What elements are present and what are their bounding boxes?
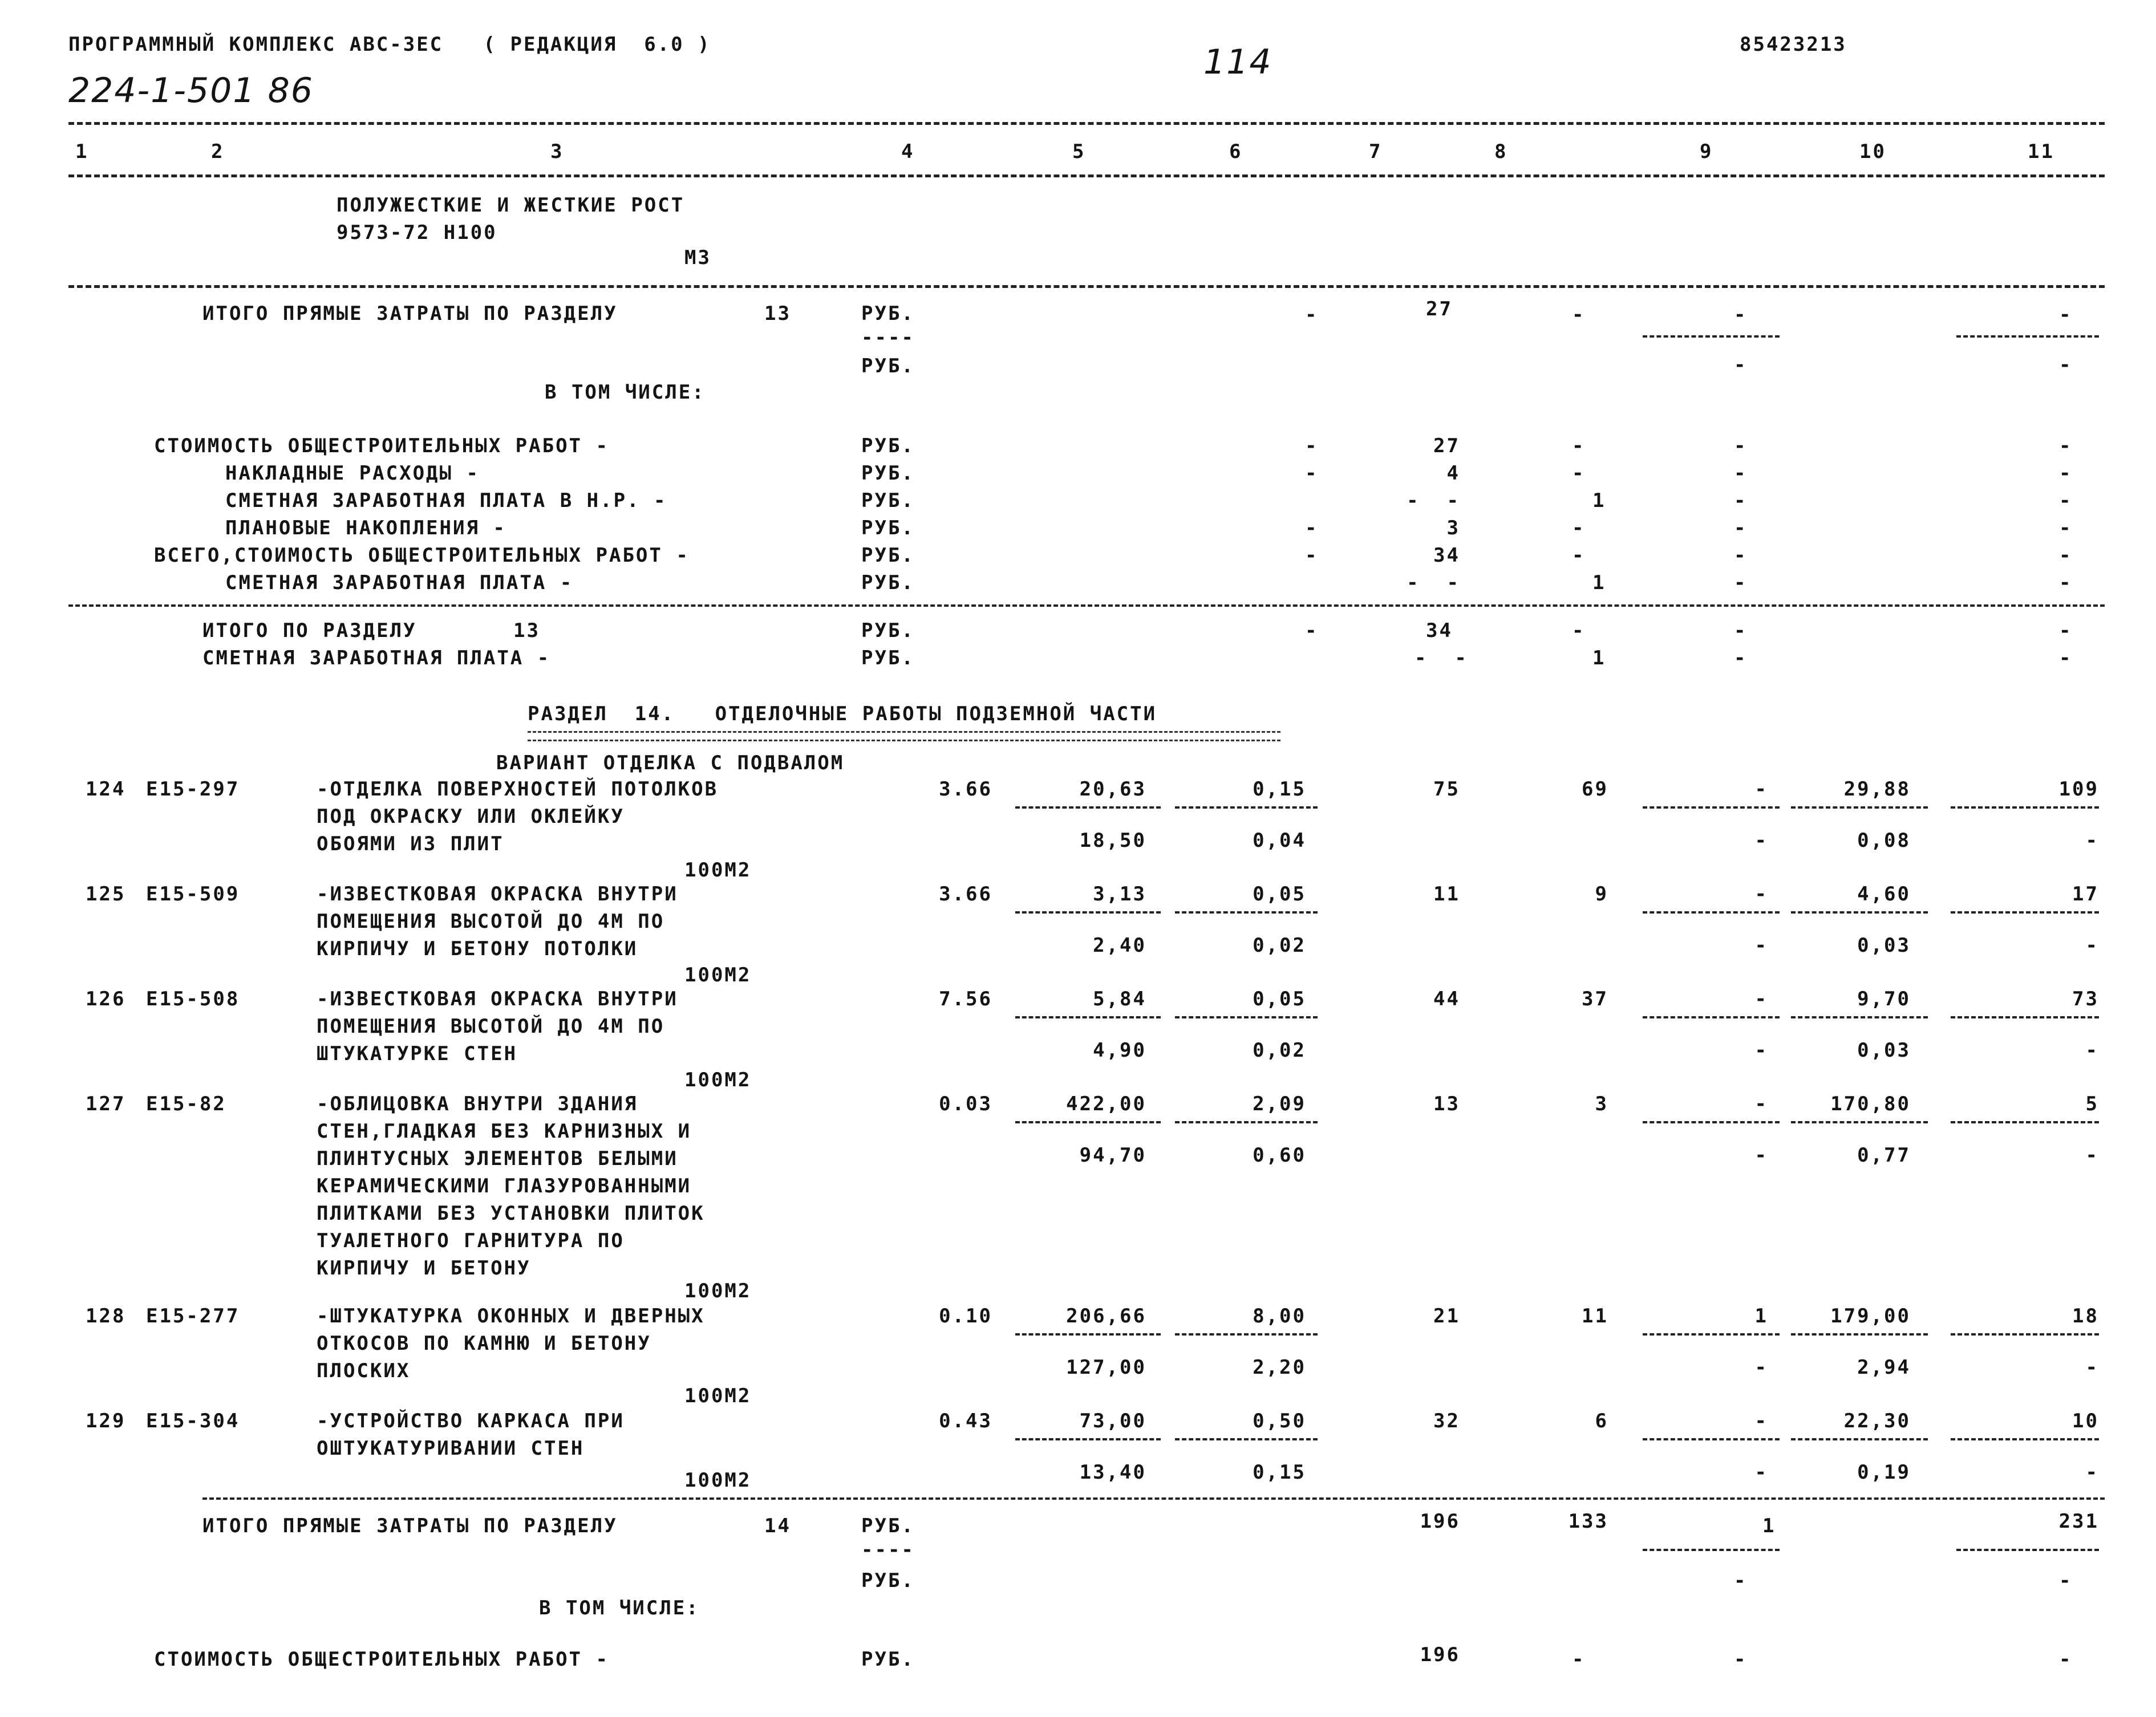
s14-item-c7: 11 xyxy=(1433,883,1460,906)
s13-total-dot6: - xyxy=(1305,303,1319,326)
handwritten-reference: 224-1-501 86 xyxy=(68,71,314,111)
s14-item-desc-line: -ШТУКАТУРКА ОКОННЫХ И ДВЕРНЫХ xyxy=(317,1305,705,1328)
program-name: ПРОГРАММНЫЙ КОМПЛЕКС АВС-ЗЕС ( РЕДАКЦИЯ 6.0 ) xyxy=(68,33,711,56)
s14-item-desc-line: СТЕН,ГЛАДКАЯ БЕЗ КАРНИЗНЫХ И xyxy=(317,1120,692,1143)
s14-item-c11: 73 xyxy=(2072,988,2099,1010)
s13-row-label: СМЕТНАЯ ЗАРАБОТНАЯ ПЛАТА - xyxy=(225,571,574,594)
s14-item-number: 128 xyxy=(86,1305,126,1328)
s14-item-sep-3 xyxy=(1791,1016,1928,1018)
s14-item-desc-line: -УСТРОЙСТВО КАРКАСА ПРИ xyxy=(317,1410,625,1432)
s13-itog-c11: - xyxy=(2059,619,2073,642)
s13-row-unit: РУБ. xyxy=(861,489,915,512)
s13-row-c9: - xyxy=(1734,544,1748,567)
s14-item-desc-line: КИРПИЧУ И БЕТОНУ ПОТОЛКИ xyxy=(317,937,638,960)
s14-item-desc-line: ОБОЯМИ ИЗ ПЛИТ xyxy=(317,833,504,855)
s14-item-c10b: 2,94 xyxy=(1857,1356,1911,1379)
s14-item-c9b: - xyxy=(1754,1356,1768,1379)
s14-item-c6b: 2,20 xyxy=(1253,1356,1306,1379)
s14-item-c7: 13 xyxy=(1433,1093,1460,1115)
s13-row-c8: - xyxy=(1572,517,1586,539)
s13-total-b9: - xyxy=(1734,354,1748,376)
s13-row-c7: 27 xyxy=(1433,435,1460,457)
s14-item-sep-3 xyxy=(1791,1121,1928,1123)
s13-itog-label: ИТОГО ПО РАЗДЕЛУ xyxy=(202,619,417,642)
s14-last-c8: - xyxy=(1572,1648,1586,1671)
s14-item-c9b: - xyxy=(1754,1461,1768,1484)
s13-row-c11: - xyxy=(2059,571,2073,594)
preamble-line1: ПОЛУЖЕСТКИЕ И ЖЕСТКИЕ РОСТ xyxy=(337,194,685,217)
s14-item-c9: - xyxy=(1754,883,1768,906)
header-top-rule xyxy=(68,122,2105,125)
s13-zp-c11: - xyxy=(2059,647,2073,669)
s14-item-sep-3 xyxy=(1791,806,1928,809)
s13-itog-c6: - xyxy=(1305,619,1319,642)
s14-item-desc-line: ТУАЛЕТНОГО ГАРНИТУРА ПО xyxy=(317,1229,625,1252)
s13-row-c8: 1 xyxy=(1592,489,1606,512)
s13-total-dot11: - xyxy=(2059,303,2073,326)
s14-item-c5b: 18,50 xyxy=(1079,829,1146,852)
s13-row-unit: РУБ. xyxy=(861,435,915,457)
column-header-4: 4 xyxy=(901,140,915,163)
s13-total-dot8: - xyxy=(1572,303,1586,326)
s14-item-c10b: 0,03 xyxy=(1857,1039,1911,1062)
s14-bottom-rule xyxy=(202,1497,2105,1500)
s14-item-sep-2 xyxy=(1643,1121,1780,1123)
s14-item-c9: 1 xyxy=(1754,1305,1768,1328)
s14-item-desc-line: ОТКОСОВ ПО КАМНЮ И БЕТОНУ xyxy=(317,1332,651,1355)
s14-item-c4: 0.43 xyxy=(939,1410,992,1432)
s14-item-sep-2 xyxy=(1643,1333,1780,1336)
s14-total-c7: 196 xyxy=(1420,1510,1460,1533)
s14-item-code: Е15-304 xyxy=(146,1410,240,1432)
s13-total-v7: 27 xyxy=(1426,298,1453,320)
s13-row-unit: РУБ. xyxy=(861,517,915,539)
s14-item-unit: 100М2 xyxy=(684,964,752,987)
s13-row-c7: 34 xyxy=(1433,544,1460,567)
s14-item-c4: 3.66 xyxy=(939,883,992,906)
s14-item-number: 126 xyxy=(86,988,126,1010)
s14-item-c6b: 0,04 xyxy=(1253,829,1306,852)
s14-item-c8: 9 xyxy=(1595,883,1608,906)
s14-item-desc-line: ПОМЕЩЕНИЯ ВЫСОТОЙ ДО 4М ПО xyxy=(317,1015,665,1038)
s14-item-sep-0 xyxy=(1015,806,1161,809)
s14-item-c10: 170,80 xyxy=(1830,1093,1911,1115)
s14-item-c11b: - xyxy=(2085,829,2099,852)
s14-item-desc-line: -ОТДЕЛКА ПОВЕРХНОСТЕЙ ПОТОЛКОВ xyxy=(317,778,719,801)
s13-row-c8: - xyxy=(1572,462,1586,485)
s13-total-rub: РУБ. xyxy=(861,302,915,325)
s14-item-sep-4 xyxy=(1951,1121,2099,1123)
s13-itog-c9: - xyxy=(1734,619,1748,642)
s13-row-c6: - xyxy=(1305,462,1319,485)
s14-item-c5b: 2,40 xyxy=(1093,934,1146,957)
s14-item-unit: 100М2 xyxy=(684,1469,752,1492)
s14-item-number: 129 xyxy=(86,1410,126,1432)
s13-row-c11: - xyxy=(2059,435,2073,457)
s13-zp-label: СМЕТНАЯ ЗАРАБОТНАЯ ПЛАТА - xyxy=(202,647,551,669)
s14-item-c5b: 127,00 xyxy=(1066,1356,1146,1379)
s14-last-unit: РУБ. xyxy=(861,1648,915,1671)
s14-item-c5b: 13,40 xyxy=(1079,1461,1146,1484)
s14-item-sep-2 xyxy=(1643,911,1780,914)
s14-total-b11: - xyxy=(2059,1569,2073,1592)
s14-item-c9b: - xyxy=(1754,934,1768,957)
s14-item-c6: 0,05 xyxy=(1253,988,1306,1010)
s13-zp-unit: РУБ. xyxy=(861,647,915,669)
s14-total-sep9 xyxy=(1643,1549,1780,1551)
column-header-10: 10 xyxy=(1859,140,1886,163)
s14-item-c5b: 94,70 xyxy=(1079,1144,1146,1167)
s13-row-c9: - xyxy=(1734,571,1748,594)
s14-item-sep-3 xyxy=(1791,911,1928,914)
s14-item-c10: 4,60 xyxy=(1857,883,1911,906)
s14-total-c8: 133 xyxy=(1568,1510,1608,1533)
s14-item-c6b: 0,02 xyxy=(1253,1039,1306,1062)
s14-item-unit: 100М2 xyxy=(684,1280,752,1302)
s13-row-c9: - xyxy=(1734,517,1748,539)
s13-total-dot9: - xyxy=(1734,303,1748,326)
s13-row-c9: - xyxy=(1734,435,1748,457)
s14-item-sep-3 xyxy=(1791,1333,1928,1336)
column-header-2: 2 xyxy=(211,140,225,163)
s14-item-c6: 2,09 xyxy=(1253,1093,1306,1115)
preamble-unit: М3 xyxy=(684,246,711,269)
s14-total-rub-dash: ---- xyxy=(861,1539,915,1561)
s14-incl-label: В ТОМ ЧИСЛЕ: xyxy=(539,1597,700,1619)
s14-item-c6: 0,50 xyxy=(1253,1410,1306,1432)
s14-item-c11: 10 xyxy=(2072,1410,2099,1432)
column-header-6: 6 xyxy=(1229,140,1243,163)
s14-item-c8: 6 xyxy=(1595,1410,1608,1432)
s13-itog-unit: РУБ. xyxy=(861,619,915,642)
s14-item-number: 124 xyxy=(86,778,126,801)
s14-item-number: 127 xyxy=(86,1093,126,1115)
s14-item-number: 125 xyxy=(86,883,126,906)
s14-item-sep-4 xyxy=(1951,1438,2099,1440)
s14-item-c5: 206,66 xyxy=(1066,1305,1146,1328)
s14-item-code: Е15-82 xyxy=(146,1093,226,1115)
s14-item-c6b: 0,02 xyxy=(1253,934,1306,957)
s14-item-c10b: 0,08 xyxy=(1857,829,1911,852)
s14-item-desc-line: ПЛОСКИХ xyxy=(317,1359,411,1382)
column-header-3: 3 xyxy=(550,140,564,163)
s14-variant: ВАРИАНТ ОТДЕЛКА С ПОДВАЛОМ xyxy=(496,752,845,774)
s14-item-sep-1 xyxy=(1175,1016,1318,1018)
s14-item-c5: 3,13 xyxy=(1093,883,1146,906)
s14-item-desc-line: КИРПИЧУ И БЕТОНУ xyxy=(317,1257,531,1280)
s14-total-b9: - xyxy=(1734,1569,1748,1592)
s13-row-c6: - xyxy=(1305,517,1319,539)
s14-item-c9: - xyxy=(1754,988,1768,1010)
s14-item-sep-1 xyxy=(1175,806,1318,809)
s14-item-unit: 100М2 xyxy=(684,1385,752,1407)
s14-item-c6b: 0,15 xyxy=(1253,1461,1306,1484)
s14-item-code: Е15-297 xyxy=(146,778,240,801)
s14-item-c7: 75 xyxy=(1433,778,1460,801)
s13-row-label: ПЛАНОВЫЕ НАКОПЛЕНИЯ - xyxy=(225,517,506,539)
s13-row-unit: РУБ. xyxy=(861,544,915,567)
s14-item-c6: 8,00 xyxy=(1253,1305,1306,1328)
s13-itog-c8: - xyxy=(1572,619,1586,642)
s14-item-c6: 0,15 xyxy=(1253,778,1306,801)
s14-item-desc-line: -ИЗВЕСТКОВАЯ ОКРАСКА ВНУТРИ xyxy=(317,988,678,1010)
s13-row-c7: - - xyxy=(1407,489,1460,512)
s14-item-sep-2 xyxy=(1643,806,1780,809)
s14-item-c10: 29,88 xyxy=(1843,778,1911,801)
s14-item-c9: - xyxy=(1754,1410,1768,1432)
s14-item-c4: 7.56 xyxy=(939,988,992,1010)
s14-item-c4: 0.10 xyxy=(939,1305,992,1328)
s13-total-sep9 xyxy=(1643,335,1780,338)
s13-row-unit: РУБ. xyxy=(861,462,915,485)
s14-item-sep-0 xyxy=(1015,1438,1161,1440)
s14-last-c11: - xyxy=(2059,1648,2073,1671)
s13-total-rub-dash: ---- xyxy=(861,326,915,349)
s14-item-sep-0 xyxy=(1015,1121,1161,1123)
s13-row-c11: - xyxy=(2059,517,2073,539)
s14-item-c4: 3.66 xyxy=(939,778,992,801)
s14-item-sep-1 xyxy=(1175,1438,1318,1440)
column-header-1: 1 xyxy=(75,140,89,163)
s14-item-c5: 73,00 xyxy=(1079,1410,1146,1432)
s14-item-c7: 44 xyxy=(1433,988,1460,1010)
s14-item-c10: 179,00 xyxy=(1830,1305,1911,1328)
s13-row-c9: - xyxy=(1734,462,1748,485)
s13-bottom-rule xyxy=(68,604,2105,607)
s13-row-label: СМЕТНАЯ ЗАРАБОТНАЯ ПЛАТА В Н.Р. - xyxy=(225,489,667,512)
s14-item-c11b: - xyxy=(2085,1356,2099,1379)
s14-item-sep-0 xyxy=(1015,1333,1161,1336)
s14-item-sep-2 xyxy=(1643,1016,1780,1018)
s14-item-desc-line: ПЛИНТУСНЫХ ЭЛЕМЕНТОВ БЕЛЫМИ xyxy=(317,1147,678,1170)
s13-row-c7: - - xyxy=(1407,571,1460,594)
s14-item-desc-line: ОШТУКАТУРИВАНИИ СТЕН xyxy=(317,1437,585,1460)
s14-item-c10: 22,30 xyxy=(1843,1410,1911,1432)
s14-item-sep-1 xyxy=(1175,1333,1318,1336)
s14-last-label: СТОИМОСТЬ ОБЩЕСТРОИТЕЛЬНЫХ РАБОТ - xyxy=(154,1648,609,1671)
s14-item-c11: 5 xyxy=(2085,1093,2099,1115)
s13-row-c8: - xyxy=(1572,435,1586,457)
s14-item-c11b: - xyxy=(2085,1461,2099,1484)
s14-item-c8: 69 xyxy=(1582,778,1608,801)
preamble-line2: 9573-72 Н100 xyxy=(337,221,497,244)
s13-row-unit: РУБ. xyxy=(861,571,915,594)
s14-last-c7: 196 xyxy=(1420,1643,1460,1666)
s14-item-c4: 0.03 xyxy=(939,1093,992,1115)
s13-row-label: ВСЕГО,СТОИМОСТЬ ОБЩЕСТРОИТЕЛЬНЫХ РАБОТ - xyxy=(154,544,690,567)
s14-item-c8: 37 xyxy=(1582,988,1608,1010)
s13-zp-c7: - - xyxy=(1415,647,1468,669)
s14-item-c10b: 0,77 xyxy=(1857,1144,1911,1167)
s14-item-c10: 9,70 xyxy=(1857,988,1911,1010)
s14-item-sep-1 xyxy=(1175,1121,1318,1123)
s14-item-c5b: 4,90 xyxy=(1093,1039,1146,1062)
column-header-9: 9 xyxy=(1700,140,1713,163)
s13-row-c11: - xyxy=(2059,544,2073,567)
handwritten-page-number: 114 xyxy=(1203,42,1272,82)
s13-row-c6: - xyxy=(1305,544,1319,567)
s14-total-c11: 231 xyxy=(2058,1510,2099,1533)
s14-total-num: 14 xyxy=(764,1515,791,1537)
s14-title-underline xyxy=(528,731,1280,741)
s14-item-sep-4 xyxy=(1951,806,2099,809)
s14-total-c9: 1 xyxy=(1762,1515,1776,1537)
s13-row-c6: - xyxy=(1305,435,1319,457)
s14-item-c9: - xyxy=(1754,778,1768,801)
s13-row-label: СТОИМОСТЬ ОБЩЕСТРОИТЕЛЬНЫХ РАБОТ - xyxy=(154,435,609,457)
s14-item-c11b: - xyxy=(2085,1144,2099,1167)
s14-item-desc-line: КЕРАМИЧЕСКИМИ ГЛАЗУРОВАННЫМИ xyxy=(317,1175,692,1198)
s14-item-c5: 20,63 xyxy=(1079,778,1146,801)
section13-rule xyxy=(68,285,2105,288)
s14-item-code: Е15-277 xyxy=(146,1305,240,1328)
column-header-11: 11 xyxy=(2028,140,2054,163)
s13-total-sep11 xyxy=(1956,335,2099,338)
s14-total-rub: РУБ. xyxy=(861,1515,915,1537)
s14-item-sep-0 xyxy=(1015,1016,1161,1018)
s14-total-rub2: РУБ. xyxy=(861,1569,915,1592)
s14-item-c5: 5,84 xyxy=(1093,988,1146,1010)
s13-itog-c7: 34 xyxy=(1426,619,1453,642)
s13-row-c8: 1 xyxy=(1592,571,1606,594)
s14-item-c11: 109 xyxy=(2058,778,2099,801)
s14-item-sep-4 xyxy=(1951,1333,2099,1336)
s14-item-c11: 18 xyxy=(2072,1305,2099,1328)
s14-item-c10b: 0,03 xyxy=(1857,934,1911,957)
s14-item-sep-2 xyxy=(1643,1438,1780,1440)
s14-item-code: Е15-508 xyxy=(146,988,240,1010)
s14-item-c9b: - xyxy=(1754,829,1768,852)
s14-item-c8: 11 xyxy=(1582,1305,1608,1328)
s14-item-sep-3 xyxy=(1791,1438,1928,1440)
s13-zp-c8: 1 xyxy=(1592,647,1606,669)
s14-item-c8: 3 xyxy=(1595,1093,1608,1115)
s14-item-c11: 17 xyxy=(2072,883,2099,906)
s13-row-c9: - xyxy=(1734,489,1748,512)
s14-item-c9: - xyxy=(1754,1093,1768,1115)
s14-item-desc-line: ПОД ОКРАСКУ ИЛИ ОКЛЕЙКУ xyxy=(317,805,625,828)
s14-item-sep-1 xyxy=(1175,911,1318,914)
column-header-7: 7 xyxy=(1369,140,1383,163)
s13-zp-c9: - xyxy=(1734,647,1748,669)
s14-item-c10b: 0,19 xyxy=(1857,1461,1911,1484)
document-code: 85423213 xyxy=(1740,33,1847,56)
s14-item-desc-line: ПОМЕЩЕНИЯ ВЫСОТОЙ ДО 4М ПО xyxy=(317,910,665,933)
s13-itog-num: 13 xyxy=(513,619,540,642)
s14-item-unit: 100М2 xyxy=(684,859,752,882)
s14-item-c9b: - xyxy=(1754,1039,1768,1062)
s14-item-c6: 0,05 xyxy=(1253,883,1306,906)
s14-last-c9: - xyxy=(1734,1648,1748,1671)
s14-item-sep-0 xyxy=(1015,911,1161,914)
s13-total-b11: - xyxy=(2059,354,2073,376)
s14-total-label: ИТОГО ПРЯМЫЕ ЗАТРАТЫ ПО РАЗДЕЛУ xyxy=(202,1515,618,1537)
column-header-5: 5 xyxy=(1072,140,1086,163)
s13-total-rub2: РУБ. xyxy=(861,355,915,378)
s14-item-sep-4 xyxy=(1951,911,2099,914)
s13-row-c7: 3 xyxy=(1446,517,1460,539)
column-header-8: 8 xyxy=(1494,140,1508,163)
s14-item-c9b: - xyxy=(1754,1144,1768,1167)
s13-row-label: НАКЛАДНЫЕ РАСХОДЫ - xyxy=(225,462,480,485)
s13-row-c11: - xyxy=(2059,462,2073,485)
s13-incl-label: В ТОМ ЧИСЛЕ: xyxy=(545,381,706,404)
s14-item-c11b: - xyxy=(2085,934,2099,957)
s14-item-desc-line: ПЛИТКАМИ БЕЗ УСТАНОВКИ ПЛИТОК xyxy=(317,1202,705,1225)
s13-row-c8: - xyxy=(1572,544,1586,567)
header-bottom-rule xyxy=(68,174,2105,177)
s14-item-c7: 21 xyxy=(1433,1305,1460,1328)
s14-item-unit: 100М2 xyxy=(684,1069,752,1091)
s13-total-num: 13 xyxy=(764,302,791,325)
s13-row-c7: 4 xyxy=(1446,462,1460,485)
s14-item-c11b: - xyxy=(2085,1039,2099,1062)
s14-item-c6b: 0,60 xyxy=(1253,1144,1306,1167)
s14-item-code: Е15-509 xyxy=(146,883,240,906)
s14-item-c5: 422,00 xyxy=(1066,1093,1146,1115)
s14-item-c7: 32 xyxy=(1433,1410,1460,1432)
s14-item-desc-line: ШТУКАТУРКЕ СТЕН xyxy=(317,1042,518,1065)
s14-total-sep11 xyxy=(1956,1549,2099,1551)
s13-row-c11: - xyxy=(2059,489,2073,512)
s14-item-desc-line: -ИЗВЕСТКОВАЯ ОКРАСКА ВНУТРИ xyxy=(317,883,678,906)
s14-title: РАЗДЕЛ 14. ОТДЕЛОЧНЫЕ РАБОТЫ ПОДЗЕМНОЙ ЧАСТИ xyxy=(528,703,1157,725)
s14-item-desc-line: -ОБЛИЦОВКА ВНУТРИ ЗДАНИЯ xyxy=(317,1093,638,1115)
s13-total-label: ИТОГО ПРЯМЫЕ ЗАТРАТЫ ПО РАЗДЕЛУ xyxy=(202,302,618,325)
s14-item-sep-4 xyxy=(1951,1016,2099,1018)
